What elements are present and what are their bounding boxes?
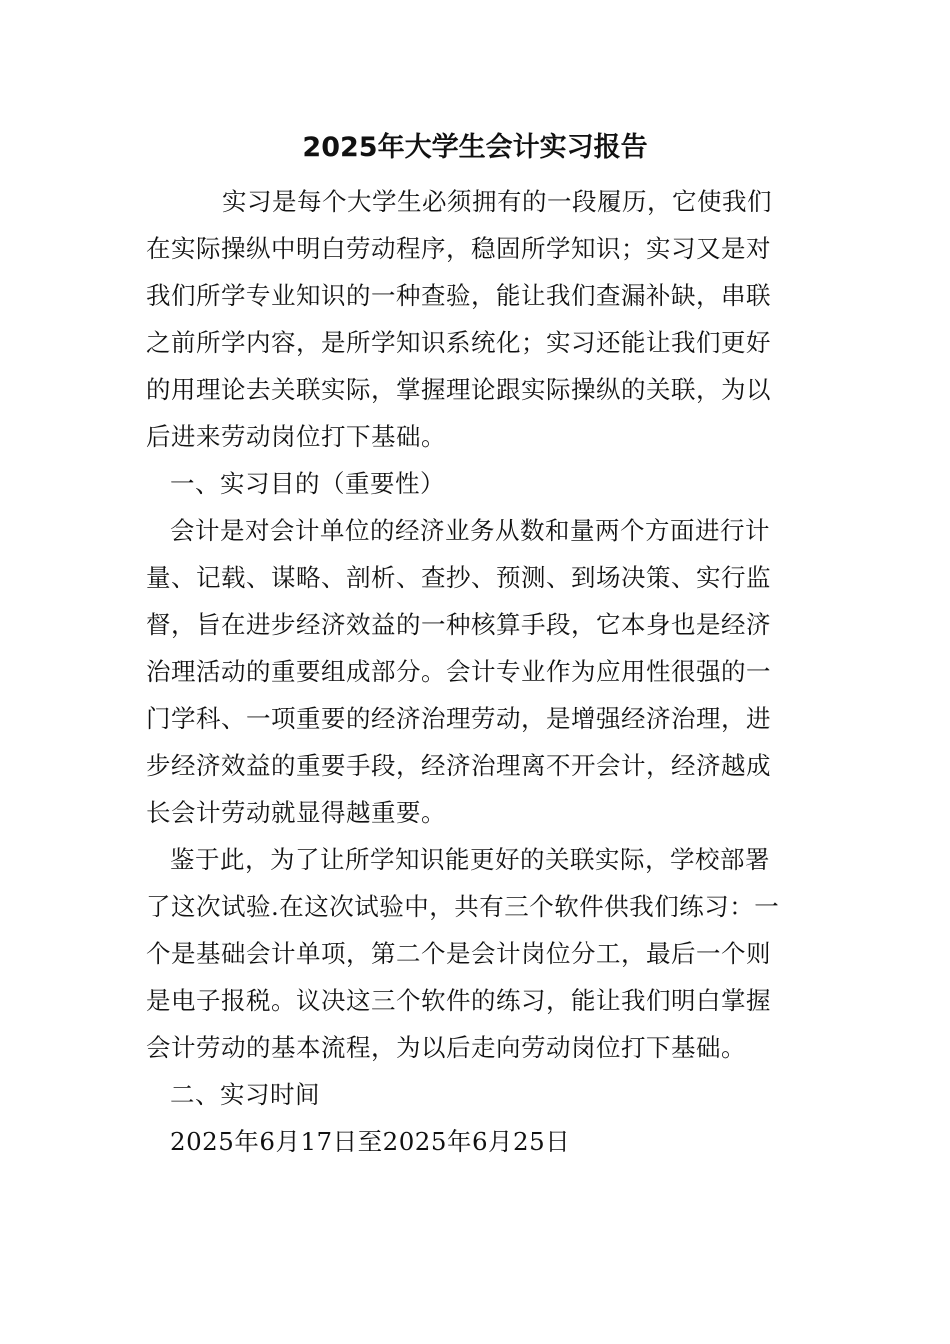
section-heading-time: 二、实习时间 xyxy=(170,1080,320,1109)
practice-paragraph: 鉴于此，为了让所学知识能更好的关联实际，学校部署了这次试验.在这次试验中，共有三个软件供我们练习：一个是基础会计单项，第二个是会计岗位分工，最后一个则是电子报税。议决这三个软件的练习，能让我们明白掌握会计劳动的基本流程，为以后走向劳动岗位打下基础。 xyxy=(146,845,780,1062)
time-paragraph: 2025年6月17日至2025年6月25日 xyxy=(170,1127,571,1156)
document-title: 2025年大学生会计实习报告 xyxy=(302,132,648,163)
intro-paragraph: 实习是每个大学生必须拥有的一段履历，它使我们在实际操纵中明白劳动程序，稳固所学知识；实习又是对我们所学专业知识的一种查验，能让我们查漏补缺，串联之前所学内容，是所学知识系统化；实习还能让我们更好的用理论去关联实际，掌握理论跟实际操纵的关联，为以后进来劳动岗位打下基础。 xyxy=(146,187,772,451)
purpose-paragraph: 会计是对会计单位的经济业务从数和量两个方面进行计量、记载、谋略、剖析、查抄、预测、到场决策、实行监督，旨在进步经济效益的一种核算手段，它本身也是经济治理活动的重要组成部分。会计专业作为应用性很强的一门学科、一项重要的经济治理劳动，是增强经济治理，进步经济效益的重要手段，经济治理离不开会计，经济越成长会计劳动就显得越重要。 xyxy=(146,516,771,827)
section-heading-purpose: 一、实习目的（重要性） xyxy=(170,469,445,498)
document-body xyxy=(146,178,786,1165)
